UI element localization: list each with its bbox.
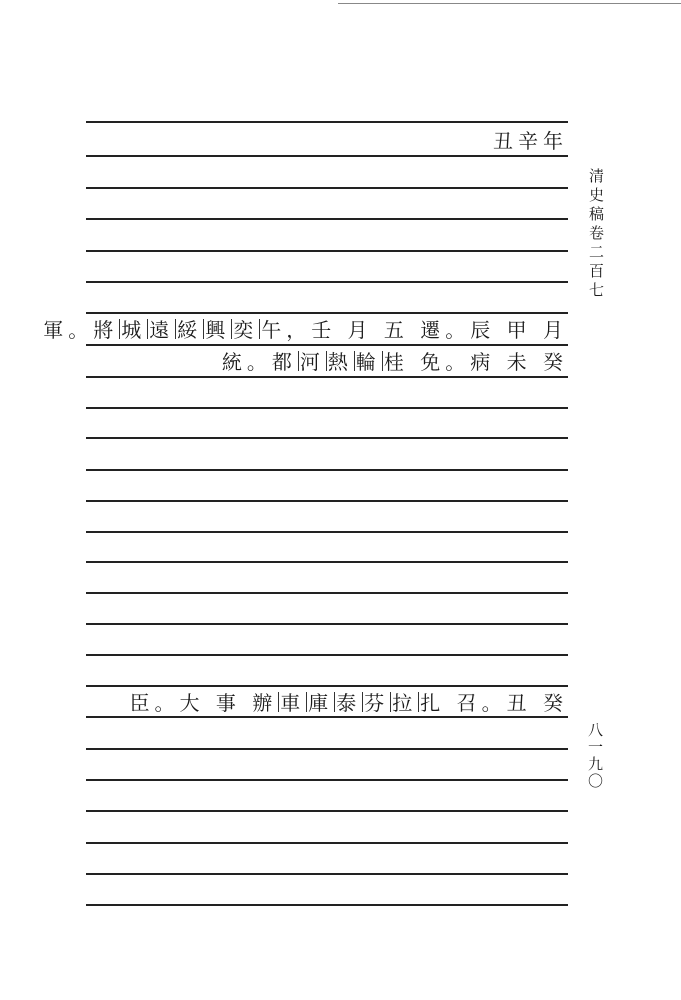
ruled-line: [86, 281, 568, 283]
column-bar: [362, 692, 363, 712]
ruled-line: [86, 121, 568, 123]
entry-text: 輪: [355, 350, 381, 374]
book-title: 清史稿卷二百七: [587, 168, 605, 301]
column-bar: [175, 319, 176, 339]
entry-text: 車: [280, 691, 306, 715]
entry-text: 芬: [364, 691, 390, 715]
ruled-line: [86, 654, 568, 656]
column-bar: [390, 692, 391, 712]
entry-row: [222, 345, 568, 376]
column-bar: [382, 351, 383, 371]
entry-text: 興: [205, 318, 231, 342]
column-bar: [298, 351, 299, 371]
column-bar: [354, 351, 355, 371]
entry-text: 軍。將: [43, 318, 119, 342]
entry-text: 綏: [177, 318, 203, 342]
entry-text: 午，壬 月 五 遷。辰 甲 月: [261, 318, 568, 342]
column-bar: [418, 692, 419, 712]
entry-text: 熱: [327, 350, 353, 374]
year-label: 丑辛年: [493, 129, 568, 153]
ruled-line: [86, 873, 568, 875]
ruled-line: [86, 469, 568, 471]
ruled-line: [86, 531, 568, 533]
entry-text: 拉: [392, 691, 418, 715]
ruled-line: [86, 437, 568, 439]
column-bar: [119, 319, 120, 339]
entry-text: 桂 免。病 未 癸: [383, 350, 568, 374]
ruled-line: [86, 250, 568, 252]
year-label-row: [493, 124, 568, 155]
entry-text: 河: [299, 350, 325, 374]
ruled-line: [86, 592, 568, 594]
column-bar: [334, 692, 335, 712]
ruled-line: [86, 218, 568, 220]
entry-text: 城: [121, 318, 147, 342]
ruled-line: [86, 810, 568, 812]
column-bar: [326, 351, 327, 371]
ruled-line: [86, 779, 568, 781]
column-bar: [203, 319, 204, 339]
ruled-line: [86, 500, 568, 502]
entry-text: 臣。大 事 辦: [129, 691, 278, 715]
ruled-line: [86, 407, 568, 409]
ruled-line: [86, 748, 568, 750]
column-bar: [278, 692, 279, 712]
entry-text: 扎 召。丑 癸: [420, 691, 568, 715]
ruled-line: [86, 561, 568, 563]
entry-text: 奕: [233, 318, 259, 342]
ruled-line: [86, 623, 568, 625]
entry-text: 遠: [149, 318, 175, 342]
ruled-line: [86, 376, 568, 378]
ruled-line: [86, 904, 568, 906]
entry-text: 庫: [308, 691, 334, 715]
page-number: 八一九〇: [586, 722, 604, 790]
column-bar: [147, 319, 148, 339]
column-bar: [306, 692, 307, 712]
entry-row: [130, 686, 568, 717]
ruled-line: [86, 842, 568, 844]
ruled-line: [86, 155, 568, 157]
entry-row: [43, 313, 568, 344]
column-bar: [231, 319, 232, 339]
entry-text: 泰: [336, 691, 362, 715]
ruled-line: [86, 187, 568, 189]
column-bar: [259, 319, 260, 339]
entry-text: 統。都: [221, 350, 297, 374]
